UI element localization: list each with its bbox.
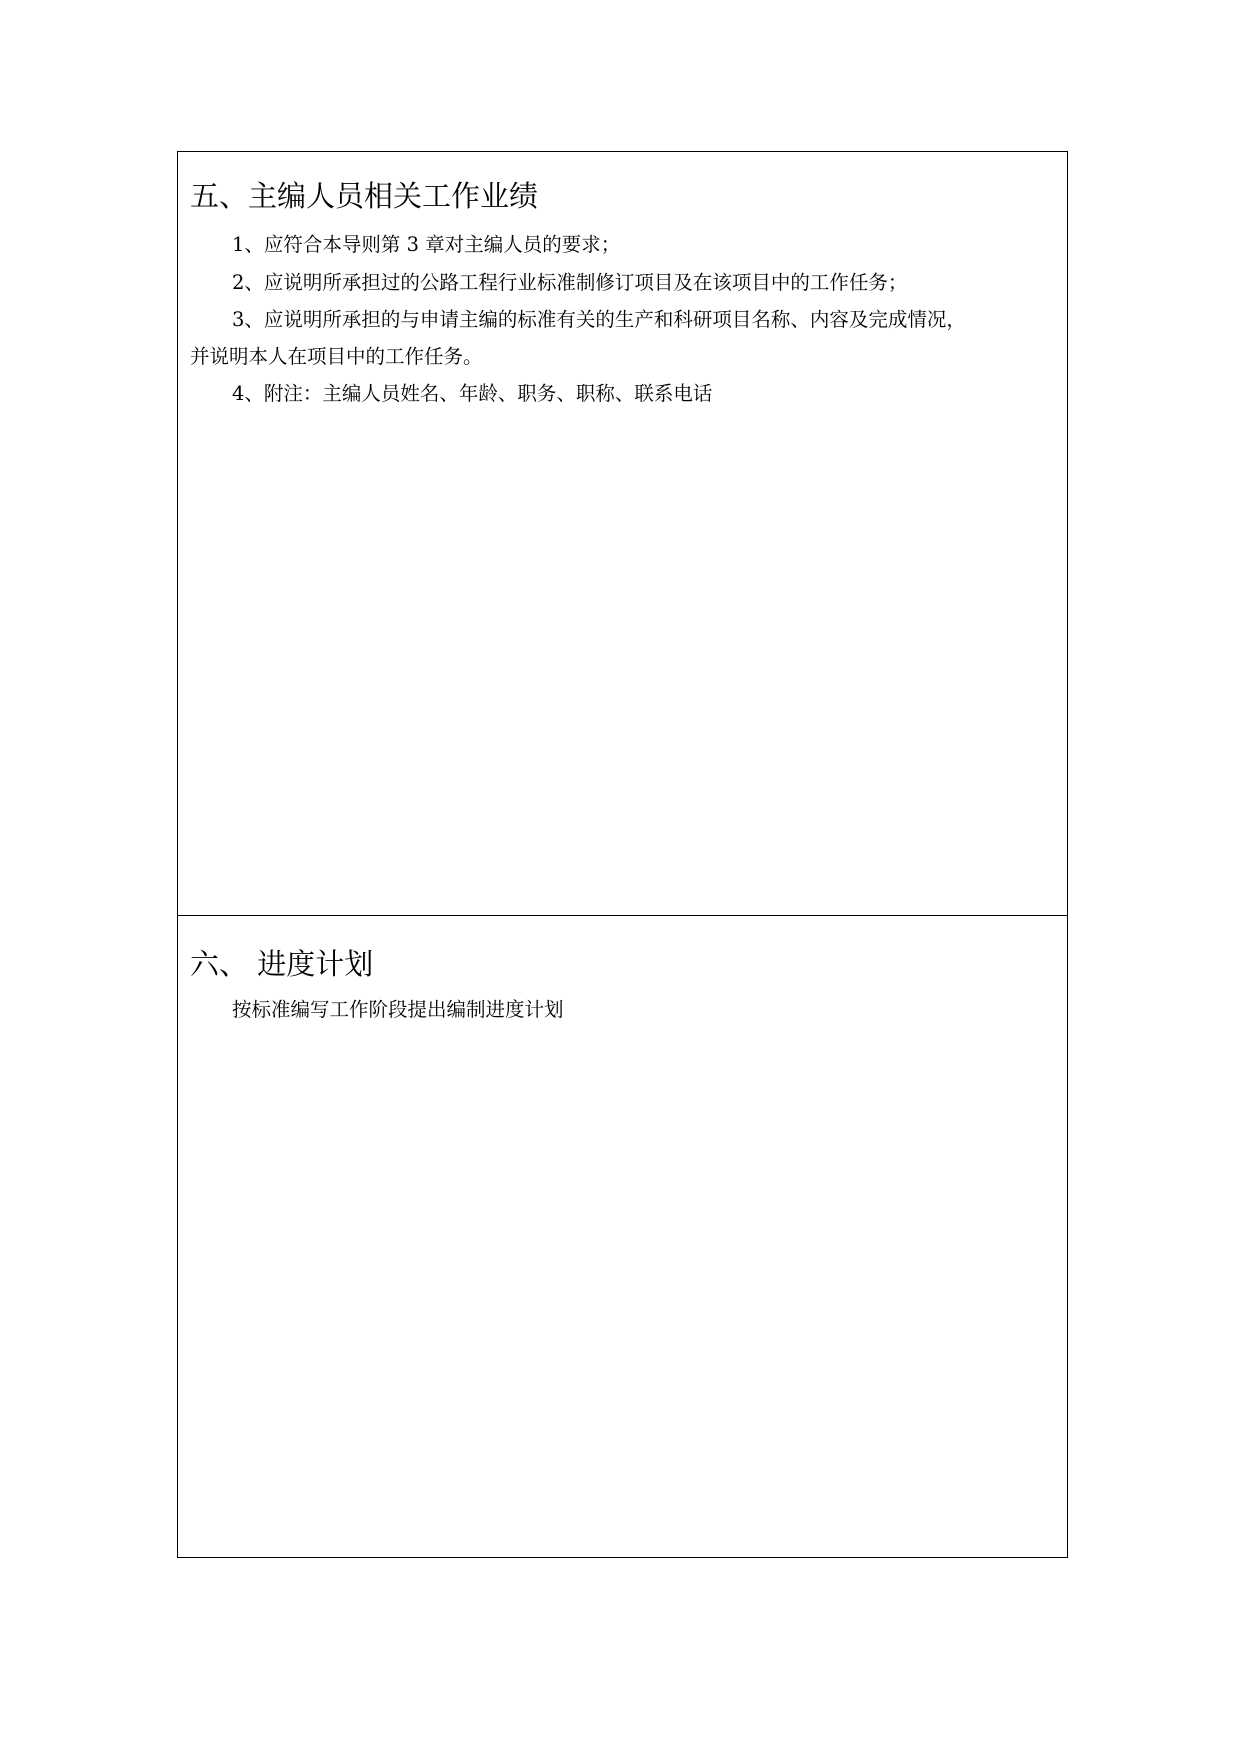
requirement-item-continuation: 并说明本人在项目中的工作任务。 xyxy=(190,345,483,368)
section-schedule-plan xyxy=(178,916,1067,1557)
requirement-item: 1、应符合本导则第 3 章对主编人员的要求； xyxy=(232,233,621,256)
section-description: 按标准编写工作阶段提出编制进度计划 xyxy=(232,998,564,1021)
section-title: 五、主编人员相关工作业绩 xyxy=(190,179,539,213)
section-chief-editor-achievements xyxy=(178,152,1067,916)
requirement-item: 3、应说明所承担的与申请主编的标准有关的生产和科研项目名称、内容及完成情况， xyxy=(232,308,966,331)
section-title: 六、 进度计划 xyxy=(190,947,374,981)
requirement-item: 2、应说明所承担过的公路工程行业标准制修订项目及在该项目中的工作任务； xyxy=(232,271,908,294)
requirement-item: 4、附注：主编人员姓名、年龄、职务、职称、联系电话 xyxy=(232,382,713,405)
form-table xyxy=(177,151,1068,1558)
